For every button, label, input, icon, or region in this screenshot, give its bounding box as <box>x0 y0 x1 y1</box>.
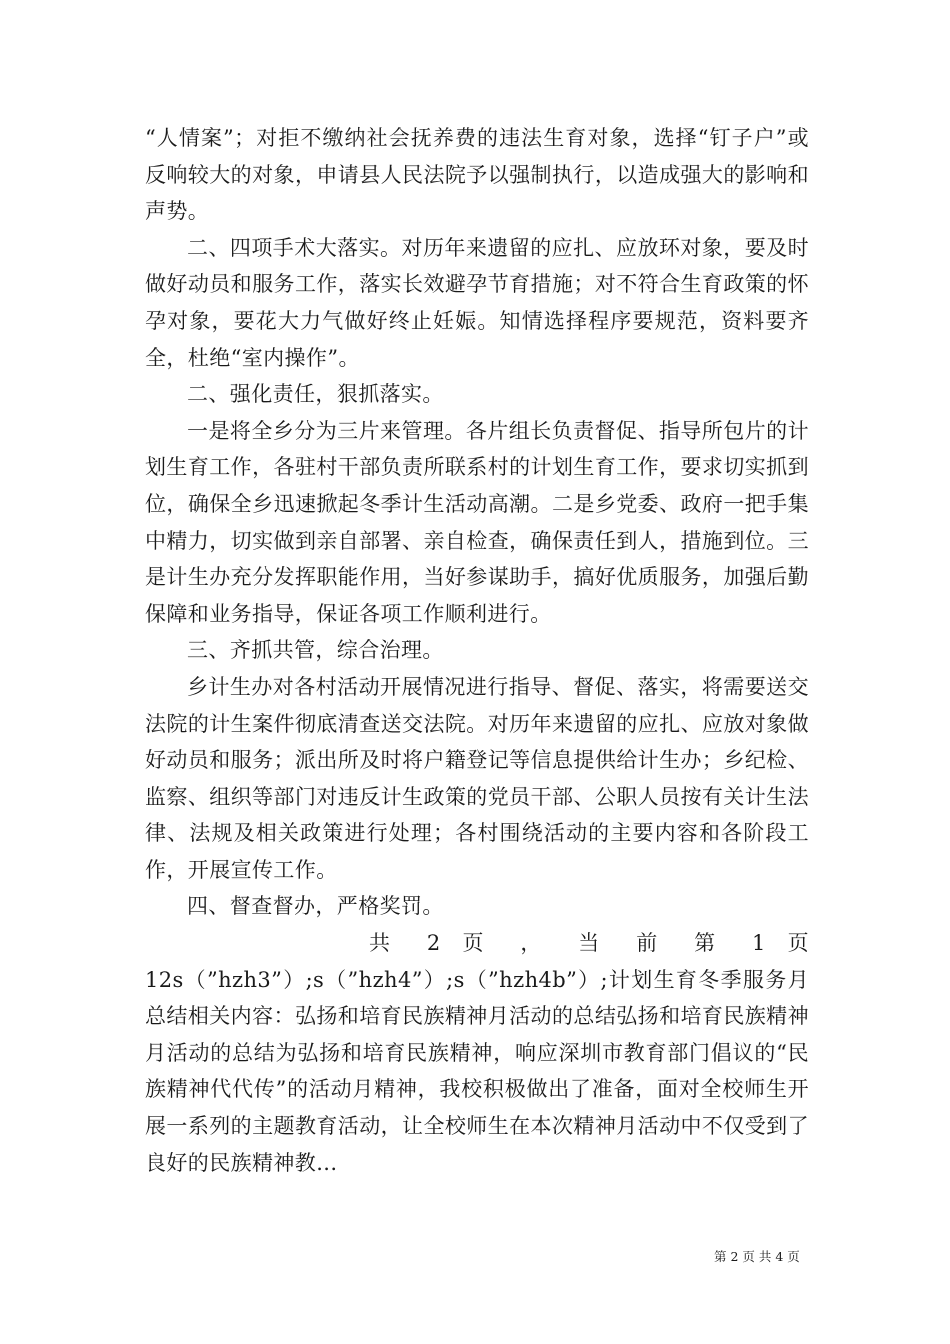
paragraph-1: “人情案”；对拒不缴纳社会抚养费的违法生育对象，选择“钉子户”或反响较大的对象，申请县人民法院予以强制执行，以造成强大的影响和声势。 <box>145 126 809 224</box>
section-heading-2: 二、强化责任，狠抓落实。 <box>187 382 444 407</box>
section-heading-4: 四、督查督办，严格奖罚。 <box>187 894 444 919</box>
section-heading-3: 三、齐抓共管，综合治理。 <box>187 638 444 663</box>
paragraph-2: 二、四项手术大落实。对历年来遗留的应扎、应放环对象，要及时做好动员和服务工作，落实长效避孕节育措施；对不符合生育政策的怀孕对象，要花大力气做好终止妊娠。知情选择程序要规范，资料要齐全，杜绝“室内操作”。 <box>145 235 809 370</box>
paragraph-6: 乡计生办对各村活动开展情况进行指导、督促、落实，将需要送交法院的计生案件彻底清查送交法院。对历年来遗留的应扎、应放对象做好动员和服务；派出所及时将户籍登记等信息提供给计生办；乡纪检、监察、组织等部门对违反计生政策的党员干部、公职人员按有关计生法律、法规及相关政策进行处理；各村围绕活动的主要内容和各阶段工作，开展宣传工作。 <box>145 674 809 882</box>
trailing-text: 12s（”hzh3”）;s（”hzh4”）;s（”hzh4b”）;计划生育冬季服务月总结相关内容：弘扬和培育民族精神月活动的总结弘扬和培育民族精神月活动的总结为弘扬和培育民族精神，响应深圳市教育部门倡议的“民族精神代代传”的活动月精神，我校积极做出了准备，面对全校师生开展一系列的主题教育活动，让全校师生在本次精神月活动中不仅受到了良好的民族精神教... <box>145 967 809 1175</box>
inline-page-count: 共 2 页 ， 当 前 第 1 页 <box>369 931 809 956</box>
document-body <box>145 120 809 1181</box>
paragraph-4: 一是将全乡分为三片来管理。各片组长负责督促、指导所包片的计划生育工作，各驻村干部负责所联系村的计划生育工作，要求切实抓到位，确保全乡迅速掀起冬季计生活动高潮。二是乡党委、政府一把手集中精力，切实做到亲自部署、亲自检查，确保责任到人，措施到位。三是计生办充分发挥职能作用，当好参谋助手，搞好优质服务，加强后勤保障和业务指导，保证各项工作顺利进行。 <box>145 418 809 626</box>
page-footer: 第 2 页 共 4 页 <box>714 1249 800 1264</box>
